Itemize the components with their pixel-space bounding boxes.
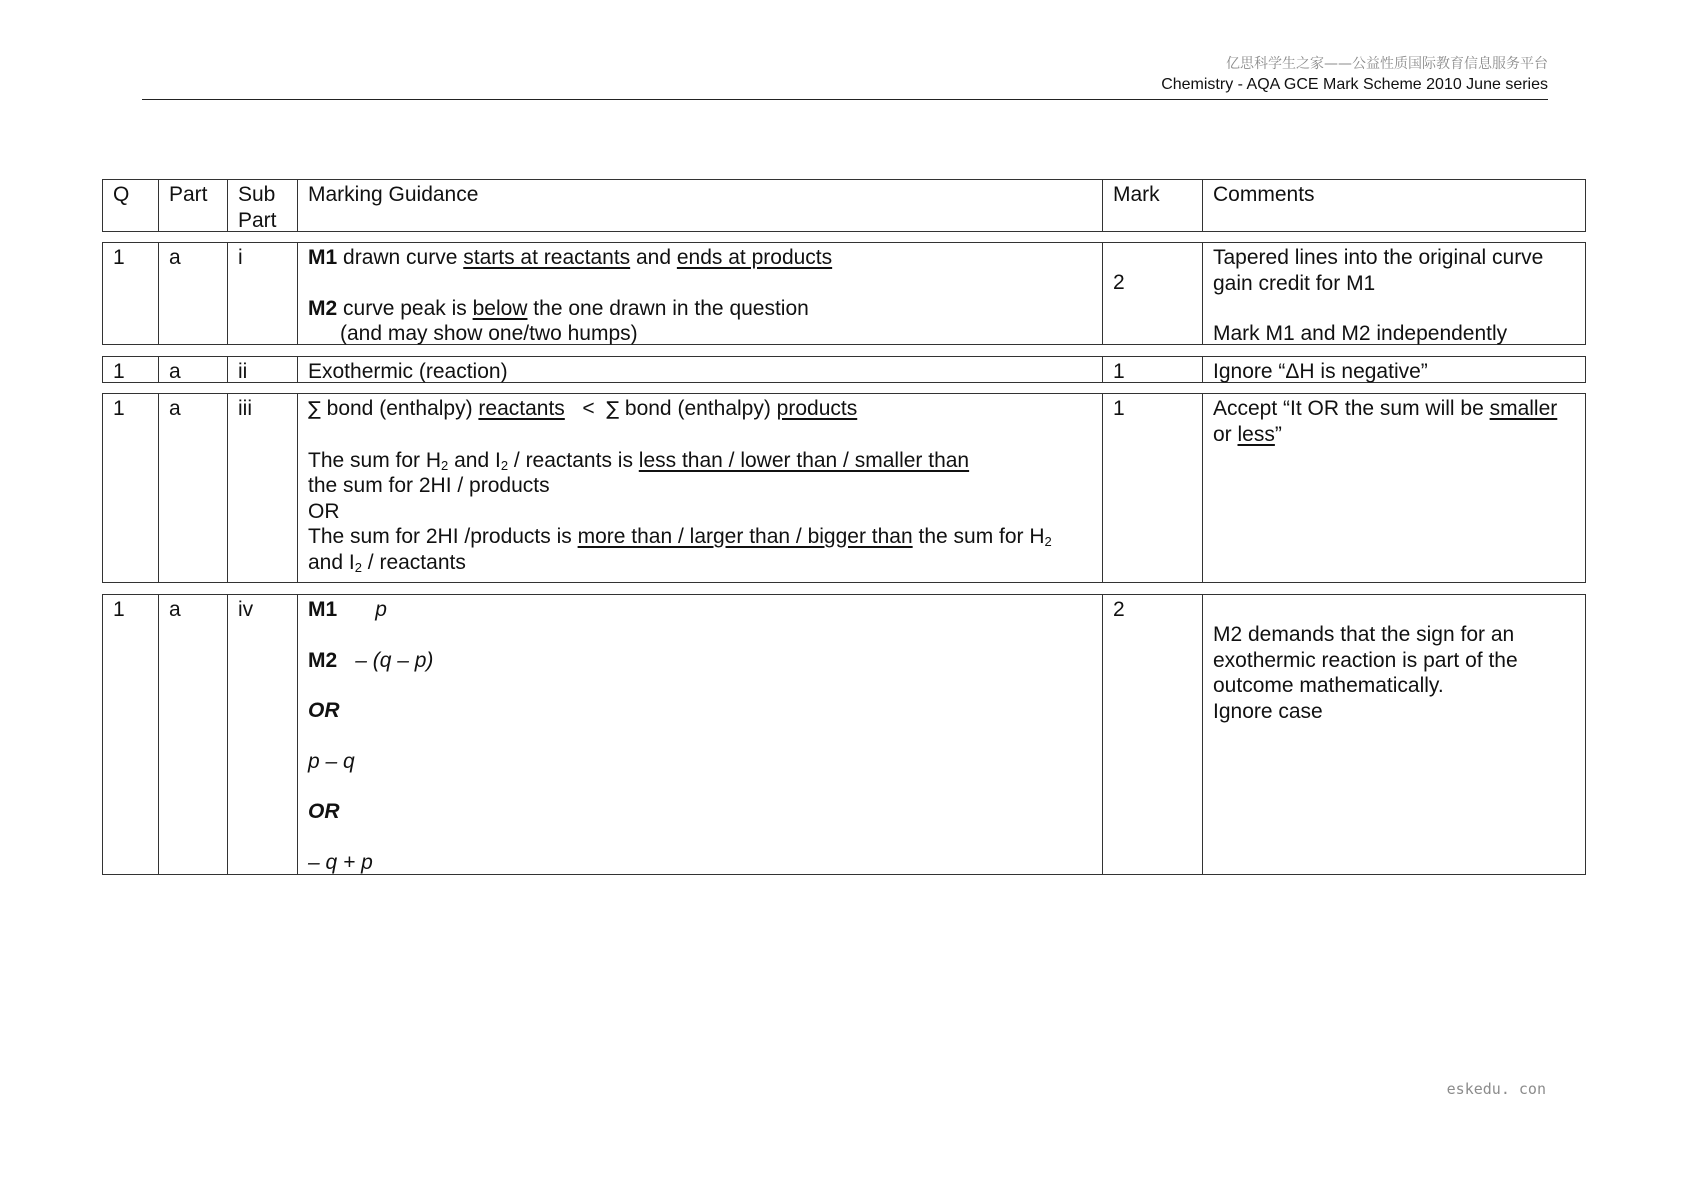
row-guidance: Exothermic (reaction) bbox=[298, 357, 1103, 382]
row-sub-part: iv bbox=[228, 595, 298, 874]
row-comments: Accept “It OR the sum will be smaller or less” bbox=[1213, 397, 1558, 446]
row-q: 1 bbox=[103, 595, 159, 874]
table-row bbox=[102, 242, 1586, 345]
guidance-bond-sum: ∑ bond (enthalpy) reactants < ∑ bond (enthalpy) products bbox=[308, 397, 858, 420]
header-marking-guidance: Marking Guidance bbox=[298, 180, 1103, 231]
footer-watermark: eskedu. con bbox=[1446, 1080, 1546, 1098]
row-q: 1 bbox=[103, 243, 159, 344]
row-part: a bbox=[159, 357, 228, 382]
header-part: Part bbox=[159, 180, 228, 231]
row-sub-part: i bbox=[228, 243, 298, 344]
table-row bbox=[102, 594, 1586, 875]
row-mark: 1 bbox=[1103, 394, 1203, 582]
row-q: 1 bbox=[103, 357, 159, 382]
page-header bbox=[1161, 54, 1548, 96]
table-row bbox=[102, 356, 1586, 383]
guidance-m2: M2 curve peak is below the one drawn in the question bbox=[308, 296, 809, 320]
row-mark: 2 bbox=[1103, 243, 1203, 344]
row-sub-part: iii bbox=[228, 394, 298, 582]
guidance-m2-note: (and may show one/two humps) bbox=[340, 322, 638, 345]
guidance-sum-line: The sum for $H_2$ and $I_2$ / reactants is less than / lower than / smaller than bbox=[308, 448, 970, 473]
header-comments: Comments bbox=[1213, 183, 1315, 206]
row-guidance: ∑ bond (enthalpy) reactants < ∑ bond (enthalpy) products The sum for $H_2$ and $I_2$ / reactants is less than / lower than / smaller than the sum for 2HI / products OR The sum for 2HI /products is more than / larger than / bigger than the sum for $H_2$ and $I_2$ / reactants bbox=[298, 394, 1103, 582]
row-mark: 1 bbox=[1103, 357, 1203, 382]
guidance-alt-line: The sum for 2HI /products is more than / larger than / bigger than the sum for $H_2$ bbox=[308, 525, 1052, 549]
guidance-m1: M1 drawn curve starts at reactants and ends at products bbox=[308, 246, 833, 269]
header-sub-part: Sub Part bbox=[228, 180, 298, 231]
row-mark: 2 bbox=[1103, 595, 1203, 874]
table-row bbox=[102, 393, 1586, 583]
site-name-cn: 亿思科学生之家——公益性质国际教育信息服务平台 bbox=[1226, 56, 1548, 72]
row-guidance bbox=[298, 243, 1103, 344]
header-q: Q bbox=[103, 180, 159, 231]
row-part: a bbox=[159, 394, 228, 582]
row-guidance: M1 p M2 – (q – p) OR p – q OR – q + p bbox=[298, 595, 1103, 874]
table-header-row bbox=[102, 179, 1586, 232]
row-comments: Tapered lines into the original curve gain credit for M1 Mark M1 and M2 independently bbox=[1213, 246, 1544, 345]
row-part: a bbox=[159, 595, 228, 874]
header-mark: Mark bbox=[1103, 180, 1203, 231]
row-comments: M2 demands that the sign for an exothermic reaction is part of the outcome mathematically. Ignore case bbox=[1213, 623, 1518, 723]
row-q: 1 bbox=[103, 394, 159, 582]
document-title: Chemistry - AQA GCE Mark Scheme 2010 June series bbox=[1161, 76, 1548, 93]
row-part: a bbox=[159, 243, 228, 344]
row-comments: Ignore “ΔH is negative” bbox=[1213, 360, 1428, 383]
row-sub-part: ii bbox=[228, 357, 298, 382]
header-rule bbox=[142, 99, 1548, 100]
